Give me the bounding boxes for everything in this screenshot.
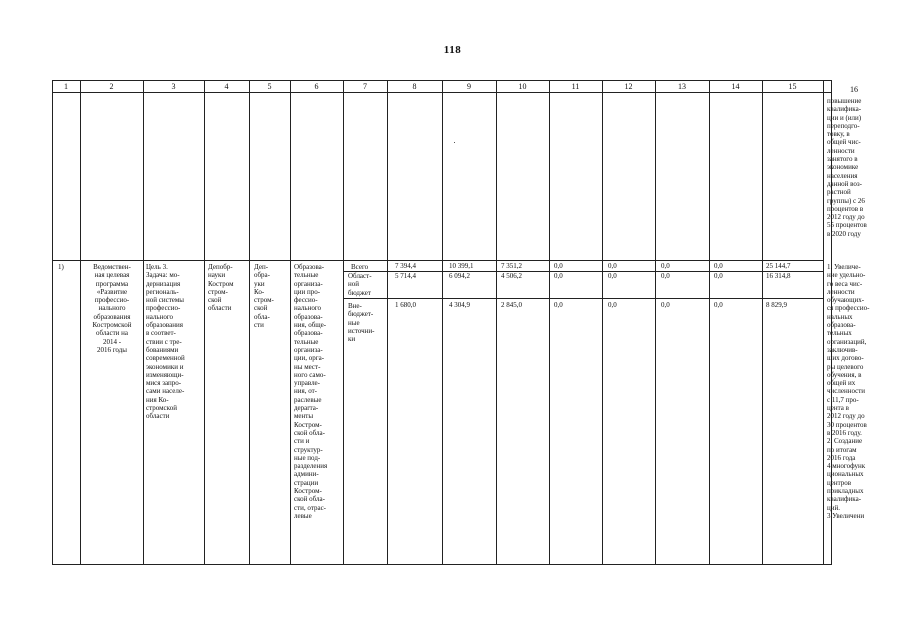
regional-col12: 0,0 — [608, 272, 617, 280]
total-col13: 0,0 — [661, 262, 670, 270]
regional-col9: 6 094,2 — [449, 272, 470, 280]
col-header-3: 3 — [171, 82, 176, 91]
col-header-6: 6 — [314, 82, 319, 91]
expected-results: 1. Увеличе- ние удельно- го веса чис- ленности обучающих- ся профессио- нальных образова- тельных организаций, заключив- ших догово- ры целевого обучения, в общей их численности с 11,7 про- цента в 2012 году до 30 процентов в 2016 году. 2. Создание по итогам 2016 года 4 многофунк циональных центров прикладных квалифика- ций. 3.Увеличени — [827, 263, 870, 520]
total-col15: 25 144,7 — [766, 262, 791, 270]
results-continuation: повышение квалифика- ции и (или) переподго- товку, в общей чис- ленности занятого в экономике населения данной воз- растной группы) с 26 процентов в 2012 году до 55 процентов в 2020 году — [827, 97, 867, 238]
regional-col11: 0,0 — [554, 272, 563, 280]
responsible: Деп- обра- уки Ко- стром- ской обла- сти — [254, 263, 274, 330]
col-header-12: 12 — [624, 82, 633, 91]
coordinator: Депобр- науки Костром стром- ской области — [208, 263, 234, 313]
col-header-5: 5 — [267, 82, 272, 91]
regional-col8: 5 714,4 — [395, 272, 416, 280]
col-header-1: 1 — [64, 82, 68, 91]
source-regional-label: Област- ной бюджет — [348, 272, 372, 297]
regional-col13: 0,0 — [661, 272, 670, 280]
col-header-8: 8 — [412, 82, 417, 91]
extrabudget-col13: 0,0 — [661, 301, 670, 309]
col-header-13: 13 — [678, 82, 686, 91]
extrabudget-col10: 2 845,0 — [501, 301, 522, 309]
extrabudget-col11: 0,0 — [554, 301, 563, 309]
participants: Образова- тельные организа- ции про- фессио- нального образова- ния, обще- образова- тельные организа- ции, орга- ны мест- ного само- управле- ния, от- раслевые деparта- менты Костром- ской обла- сти и структур- ные под- разделения админи- страции Костром- ской обла- сти, отрас- левые — [294, 263, 328, 520]
col-header-11: 11 — [571, 82, 580, 91]
source-total-label: Всего — [351, 263, 369, 271]
row-number: 1) — [58, 263, 64, 271]
total-col10: 7 351,2 — [501, 262, 522, 270]
total-col14: 0,0 — [714, 262, 723, 270]
data-table — [52, 80, 870, 564]
extrabudget-col12: 0,0 — [608, 301, 617, 309]
program-name: Ведомствен- ная целевая программа «Развитие профессио- нального образования Костромской области на 2014 - 2016 годы — [92, 263, 132, 354]
total-col9: 10 399,1 — [449, 262, 474, 270]
goal-task: Цель 3. Задача: мо- дернизация региональ- ной системы профессио- нального образования в соответ- ствии с тре- бованиями современной экономики и изменяющи- мися запро- сами населе- ния Ко- стромской области — [146, 263, 185, 421]
source-extrabudget-label: Вне- бюджет- ные источни- ки — [348, 302, 375, 344]
col-header-9: 9 — [467, 82, 471, 91]
extrabudget-col15: 8 829,9 — [766, 301, 787, 309]
col-header-10: 10 — [518, 82, 527, 91]
col-header-7: 7 — [363, 82, 367, 91]
page-number: 118 — [443, 44, 462, 56]
regional-col10: 4 506,2 — [501, 272, 522, 280]
total-col11: 0,0 — [554, 262, 563, 270]
extrabudget-col14: 0,0 — [714, 301, 723, 309]
col-header-15: 15 — [788, 82, 797, 91]
col-header-14: 14 — [731, 82, 740, 91]
total-col12: 0,0 — [608, 262, 617, 270]
regional-col15: 16 314,8 — [766, 272, 791, 280]
col-header-16: 16 — [850, 85, 858, 94]
extrabudget-col8: 1 680,0 — [395, 301, 416, 309]
col-header-2: 2 — [109, 82, 114, 91]
total-col8: 7 394,4 — [395, 262, 416, 270]
extrabudget-col9: 4 304,9 — [449, 301, 470, 309]
col-header-4: 4 — [224, 82, 229, 91]
regional-col14: 0,0 — [714, 272, 723, 280]
